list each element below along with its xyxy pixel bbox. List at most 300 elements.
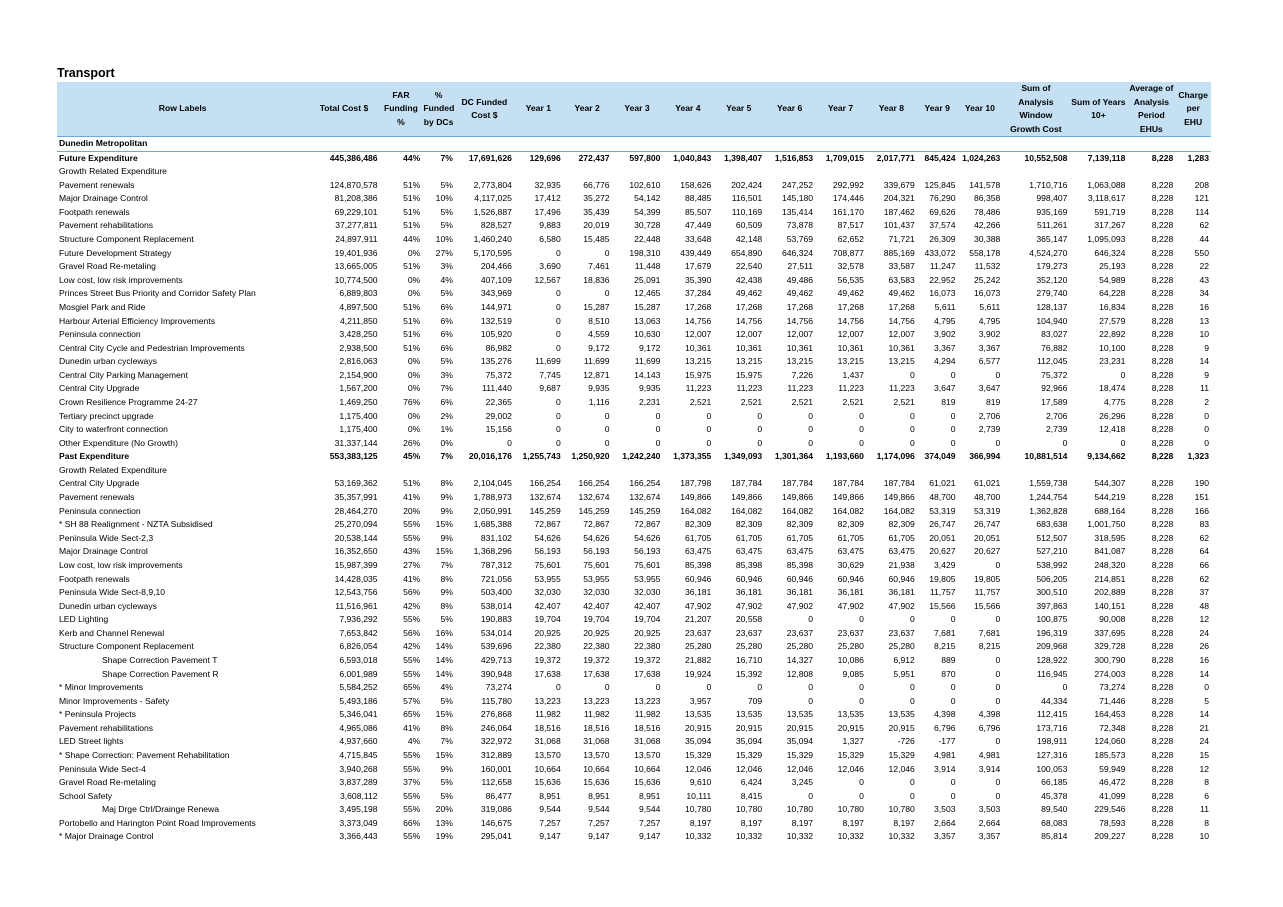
table-cell: 145,259 bbox=[629, 505, 661, 516]
group-row bbox=[57, 137, 1211, 152]
table-cell: 15,636 bbox=[534, 777, 561, 788]
table-cell: 20,915 bbox=[786, 722, 814, 733]
table-cell: 12,465 bbox=[634, 288, 661, 299]
table-cell bbox=[380, 165, 423, 179]
table-cell: 56,535 bbox=[837, 274, 864, 285]
table-cell: 60,946 bbox=[888, 573, 915, 584]
table-cell bbox=[612, 165, 663, 179]
table-cell: 7,226 bbox=[791, 369, 814, 380]
table-cell: 25,193 bbox=[1099, 261, 1126, 272]
table-cell: 8% bbox=[440, 478, 453, 489]
table-cell: 22,380 bbox=[634, 641, 661, 652]
table-cell: 42,407 bbox=[634, 600, 661, 611]
table-cell: 8 bbox=[1204, 817, 1209, 828]
table-cell: 26 bbox=[1199, 641, 1209, 652]
table-cell: 3,367 bbox=[934, 342, 956, 353]
table-cell: 54,626 bbox=[583, 532, 610, 543]
table-cell: 0 bbox=[808, 410, 814, 421]
table-cell: 0 bbox=[950, 682, 956, 693]
table-cell: 66 bbox=[1199, 559, 1209, 570]
table-cell: 0 bbox=[995, 790, 1001, 801]
table-cell: 11,982 bbox=[634, 709, 661, 720]
table-cell: 317,267 bbox=[1094, 220, 1126, 231]
table-cell: 0 bbox=[995, 695, 1001, 706]
row-label: Structure Component Replacement bbox=[59, 234, 194, 245]
table-cell: 140,151 bbox=[1094, 600, 1126, 611]
table-cell: 9,172 bbox=[588, 342, 610, 353]
table-cell: 164,082 bbox=[883, 505, 915, 516]
table-cell: 132,674 bbox=[629, 492, 661, 503]
table-cell: 9% bbox=[440, 492, 453, 503]
table-cell: 8,228 bbox=[1151, 777, 1174, 788]
table-cell: 1,040,843 bbox=[673, 152, 712, 163]
table-cell: 36,181 bbox=[888, 587, 915, 598]
table-cell: 51% bbox=[403, 193, 421, 204]
table-cell: 1,349,093 bbox=[723, 451, 763, 462]
table-cell: 0 bbox=[910, 437, 915, 448]
table-cell: 8,215 bbox=[978, 641, 1001, 652]
table-cell: 128,137 bbox=[1036, 301, 1068, 312]
table-cell: 11,532 bbox=[974, 261, 1001, 272]
table-cell: 4% bbox=[440, 274, 453, 285]
table-cell: 3,914 bbox=[978, 763, 1001, 774]
table-row bbox=[57, 586, 1211, 600]
table-cell: 82,309 bbox=[786, 519, 814, 530]
table-row bbox=[57, 776, 1211, 790]
table-cell: 47,902 bbox=[888, 600, 915, 611]
table-cell: 23,231 bbox=[1099, 356, 1126, 367]
table-cell: 11 bbox=[1200, 804, 1209, 815]
table-cell: 44,334 bbox=[1041, 695, 1068, 706]
row-label: Gravel Road Re-metaling bbox=[59, 261, 156, 272]
table-cell: 343,969 bbox=[480, 288, 512, 299]
table-cell: 45,378 bbox=[1041, 790, 1068, 801]
table-cell: 0 bbox=[604, 247, 610, 258]
table-cell: 9,935 bbox=[638, 383, 661, 394]
table-cell: 32,030 bbox=[634, 587, 661, 598]
table-cell: 14,756 bbox=[786, 315, 814, 326]
row-label: Footpath renewals bbox=[59, 573, 130, 584]
table-row bbox=[57, 668, 1211, 682]
table-cell: 11,223 bbox=[787, 383, 814, 394]
table-cell: 683,638 bbox=[1036, 519, 1068, 530]
table-cell: 229,546 bbox=[1094, 804, 1126, 815]
table-row bbox=[57, 613, 1211, 627]
table-cell: 65% bbox=[403, 709, 421, 720]
table-cell: 164,082 bbox=[782, 505, 814, 516]
table-cell: 2 bbox=[1204, 396, 1209, 407]
table-cell: 10 bbox=[1199, 831, 1209, 842]
table-cell: 23,637 bbox=[888, 627, 915, 638]
table-cell: 4,795 bbox=[978, 315, 1001, 326]
table-cell: 15% bbox=[435, 546, 453, 557]
table-cell: 11,448 bbox=[634, 261, 661, 272]
table-row bbox=[57, 247, 1211, 261]
table-cell: 82,309 bbox=[735, 519, 763, 530]
table-cell: 5% bbox=[440, 220, 453, 231]
table-cell: 709 bbox=[747, 695, 763, 706]
table-cell: 6,001,989 bbox=[339, 668, 378, 679]
table-cell: 48,700 bbox=[929, 492, 956, 503]
table-cell: 13,535 bbox=[685, 709, 712, 720]
table-cell: 550 bbox=[1194, 247, 1209, 258]
table-cell: 25,280 bbox=[888, 641, 915, 652]
table-cell: 42,148 bbox=[735, 234, 763, 245]
table-cell: 6,424 bbox=[740, 777, 763, 788]
table-cell: 13,535 bbox=[735, 709, 763, 720]
table-cell: 12,007 bbox=[786, 329, 814, 340]
table-cell: 0 bbox=[808, 424, 814, 435]
column-header: Year 9 bbox=[917, 82, 958, 137]
table-cell: 132,519 bbox=[480, 315, 512, 326]
table-cell: 12,007 bbox=[735, 329, 763, 340]
table-cell: 19,704 bbox=[534, 614, 561, 625]
table-cell: 7% bbox=[440, 451, 453, 462]
table-cell: 1,283 bbox=[1187, 152, 1209, 163]
table-cell: 135,276 bbox=[480, 356, 512, 367]
table-cell: 2,816,063 bbox=[339, 356, 378, 367]
table-cell: 15,636 bbox=[634, 777, 661, 788]
table-cell: 0 bbox=[808, 695, 814, 706]
table-cell: 10,780 bbox=[888, 804, 915, 815]
table-cell: 51% bbox=[403, 179, 421, 190]
table-cell: 6% bbox=[440, 342, 453, 353]
table-cell: 6 bbox=[1204, 790, 1209, 801]
table-cell: 433,072 bbox=[924, 247, 956, 258]
table-cell: 124,060 bbox=[1094, 736, 1126, 747]
table-row bbox=[57, 681, 1211, 695]
table-cell: 1,116 bbox=[588, 396, 610, 407]
table-cell: 11,699 bbox=[583, 356, 610, 367]
table-cell: 8,228 bbox=[1151, 763, 1174, 774]
row-label: Dunedin urban cycleways bbox=[59, 356, 157, 367]
table-cell: 8,228 bbox=[1151, 342, 1174, 353]
table-cell bbox=[563, 165, 612, 179]
table-cell: 13,570 bbox=[583, 750, 610, 761]
table-cell: 0 bbox=[995, 654, 1001, 665]
table-cell: 46,472 bbox=[1099, 777, 1126, 788]
table-cell: 22,448 bbox=[634, 234, 661, 245]
column-header: Year 5 bbox=[713, 82, 764, 137]
table-cell: 9% bbox=[440, 505, 453, 516]
table-cell: 397,863 bbox=[1036, 600, 1068, 611]
table-cell: 506,205 bbox=[1036, 573, 1068, 584]
table-row bbox=[57, 491, 1211, 505]
table-cell: 23,637 bbox=[837, 627, 864, 638]
table-cell: 322,972 bbox=[480, 736, 512, 747]
table-row bbox=[57, 192, 1211, 206]
table-cell: 17,589 bbox=[1041, 396, 1068, 407]
table-cell: 7,681 bbox=[978, 627, 1001, 638]
table-cell: 13 bbox=[1199, 315, 1209, 326]
table-cell: 17,638 bbox=[634, 668, 661, 679]
table-cell: 4,937,660 bbox=[339, 736, 378, 747]
table-cell: 19,924 bbox=[685, 668, 712, 679]
table-cell: 0 bbox=[808, 790, 814, 801]
table-cell: 0 bbox=[1120, 369, 1126, 380]
table-cell: 4,398 bbox=[978, 709, 1001, 720]
table-cell bbox=[713, 165, 764, 179]
table-cell: 56% bbox=[403, 627, 421, 638]
table-row bbox=[57, 830, 1211, 844]
table-cell: 41% bbox=[403, 573, 421, 584]
table-cell: 352,120 bbox=[1036, 274, 1068, 285]
table-cell: 4,294 bbox=[934, 356, 956, 367]
table-cell: 7% bbox=[440, 152, 453, 163]
table-cell: 27% bbox=[435, 247, 453, 258]
table-cell: 62 bbox=[1199, 532, 1209, 543]
table-cell: 49,462 bbox=[837, 288, 864, 299]
row-label: Shape Correction Pavement T bbox=[102, 654, 218, 665]
table-cell: 0 bbox=[910, 614, 915, 625]
table-cell: 9 bbox=[1204, 369, 1209, 380]
table-cell: 18,516 bbox=[634, 722, 661, 733]
table-cell: 100,875 bbox=[1036, 614, 1068, 625]
table-cell: 1,460,240 bbox=[473, 234, 512, 245]
table-cell: 208 bbox=[1194, 179, 1209, 190]
table-cell: 10,664 bbox=[634, 763, 661, 774]
table-cell: 8,228 bbox=[1151, 722, 1174, 733]
table-cell: 8,197 bbox=[893, 817, 915, 828]
table-cell: 10,332 bbox=[685, 831, 712, 842]
table-cell: 4,795 bbox=[934, 315, 956, 326]
table-cell: 272,437 bbox=[578, 152, 610, 163]
table-cell: 6,889,803 bbox=[339, 288, 378, 299]
table-row bbox=[57, 532, 1211, 546]
pivot-table bbox=[57, 82, 1211, 844]
table-cell: 0 bbox=[995, 437, 1001, 448]
table-cell: 160,001 bbox=[480, 763, 512, 774]
table-cell: 17,268 bbox=[888, 301, 915, 312]
group-row bbox=[57, 450, 1211, 464]
table-cell: 0 bbox=[910, 410, 915, 421]
table-cell: 54,399 bbox=[634, 206, 661, 217]
row-label: Footpath renewals bbox=[59, 206, 130, 217]
table-cell: 82,309 bbox=[837, 519, 864, 530]
table-cell: 831,102 bbox=[480, 532, 512, 543]
table-cell: 0 bbox=[757, 682, 763, 693]
table-cell: 48 bbox=[1199, 600, 1209, 611]
table-cell: 10,664 bbox=[583, 763, 610, 774]
table-cell: 129,696 bbox=[529, 152, 561, 163]
table-cell: 9,147 bbox=[588, 831, 610, 842]
table-cell: 15,329 bbox=[837, 750, 864, 761]
table-cell: 0 bbox=[859, 614, 864, 625]
table-cell: 10,361 bbox=[735, 342, 763, 353]
table-cell: 3,608,112 bbox=[339, 790, 378, 801]
table-cell: 544,307 bbox=[1094, 478, 1126, 489]
table-cell: 0 bbox=[706, 682, 712, 693]
table-cell: 1,250,920 bbox=[571, 451, 610, 462]
table-cell: 8,228 bbox=[1151, 451, 1174, 462]
table-cell: 5% bbox=[440, 179, 453, 190]
table-cell: 75,372 bbox=[485, 369, 512, 380]
table-cell: 37% bbox=[403, 777, 421, 788]
table-cell: 300,790 bbox=[1094, 654, 1126, 665]
column-header: DC Funded Cost $ bbox=[455, 82, 514, 137]
table-cell: 1,242,240 bbox=[622, 451, 661, 462]
table-cell: 69,626 bbox=[929, 206, 956, 217]
row-label: Peninsula connection bbox=[59, 505, 141, 516]
table-cell: 185,573 bbox=[1094, 750, 1126, 761]
table-cell: 62 bbox=[1199, 573, 1209, 584]
table-cell: 14 bbox=[1199, 356, 1209, 367]
table-cell: 32,578 bbox=[837, 261, 864, 272]
table-cell: 527,210 bbox=[1036, 546, 1068, 557]
table-cell: 24 bbox=[1199, 736, 1209, 747]
table-cell: 2,050,991 bbox=[473, 505, 512, 516]
table-cell: 53,319 bbox=[929, 505, 956, 516]
table-cell: 76,882 bbox=[1041, 342, 1068, 353]
table-cell: 276,868 bbox=[480, 709, 512, 720]
table-cell: 55% bbox=[403, 750, 421, 761]
table-cell: 4,981 bbox=[978, 750, 1001, 761]
table-row bbox=[57, 518, 1211, 532]
table-row bbox=[57, 410, 1211, 424]
table-cell bbox=[514, 137, 563, 152]
table-cell: 512,507 bbox=[1036, 532, 1068, 543]
table-cell: 42,438 bbox=[735, 274, 763, 285]
table-cell: 198,911 bbox=[1037, 736, 1068, 747]
table-cell: 0 bbox=[555, 329, 561, 340]
table-cell: 22,540 bbox=[735, 261, 763, 272]
table-cell: 16,073 bbox=[974, 288, 1001, 299]
table-cell: 25,280 bbox=[786, 641, 814, 652]
table-cell: 166 bbox=[1194, 505, 1209, 516]
table-cell: 20,925 bbox=[634, 627, 661, 638]
table-cell: 30,388 bbox=[974, 234, 1001, 245]
table-cell: 44 bbox=[1199, 234, 1209, 245]
table-cell: 60,509 bbox=[735, 220, 763, 231]
table-cell: 1,373,355 bbox=[673, 451, 712, 462]
table-cell: 2,521 bbox=[740, 396, 763, 407]
row-label: Structure Component Replacement bbox=[59, 641, 194, 652]
table-cell: 29,002 bbox=[485, 410, 512, 421]
table-cell: 15% bbox=[435, 750, 453, 761]
table-cell: 5,611 bbox=[979, 301, 1001, 312]
table-cell: 10,361 bbox=[786, 342, 814, 353]
table-cell: 0 bbox=[995, 559, 1001, 570]
table-cell: 12 bbox=[1199, 763, 1209, 774]
table-cell: 0 bbox=[995, 614, 1001, 625]
table-cell: 31,068 bbox=[583, 736, 610, 747]
table-cell: 13,215 bbox=[735, 356, 763, 367]
table-cell: 89,540 bbox=[1041, 804, 1068, 815]
table-cell: 124,870,578 bbox=[329, 179, 378, 190]
table-cell: 128,922 bbox=[1036, 654, 1068, 665]
table-cell: 9,883 bbox=[539, 220, 561, 231]
table-row bbox=[57, 505, 1211, 519]
table-cell: 2,231 bbox=[638, 396, 661, 407]
table-cell: 0 bbox=[507, 437, 512, 448]
table-cell: 3,366,443 bbox=[339, 831, 378, 842]
table-cell bbox=[713, 137, 764, 152]
table-cell: 0 bbox=[604, 437, 610, 448]
table-cell: 8,228 bbox=[1151, 396, 1174, 407]
table-cell: 85,814 bbox=[1041, 831, 1068, 842]
table-cell: 8,197 bbox=[842, 817, 864, 828]
table-cell: 34 bbox=[1199, 288, 1209, 299]
table-cell: 8,228 bbox=[1151, 247, 1174, 258]
row-label: Shape Correction Pavement R bbox=[102, 668, 219, 679]
table-cell: 20,627 bbox=[929, 546, 956, 557]
table-cell: 1,709,015 bbox=[825, 152, 864, 163]
table-cell: 0 bbox=[1062, 437, 1068, 448]
table-cell: 55% bbox=[403, 519, 421, 530]
table-cell: 51% bbox=[403, 206, 421, 217]
table-cell: 22,892 bbox=[1099, 329, 1126, 340]
table-cell: 83 bbox=[1199, 519, 1209, 530]
table-cell: 51% bbox=[403, 315, 421, 326]
table-cell: 3,914 bbox=[934, 763, 956, 774]
row-label: Growth Related Expenditure bbox=[59, 464, 167, 475]
table-cell: 17,691,626 bbox=[468, 152, 512, 163]
table-cell: 14 bbox=[1199, 709, 1209, 720]
table-cell: 8,228 bbox=[1151, 804, 1174, 815]
table-cell bbox=[917, 464, 958, 478]
table-cell: 21 bbox=[1199, 722, 1209, 733]
table-cell: 73,274 bbox=[1099, 682, 1126, 693]
table-cell: 3,647 bbox=[934, 383, 956, 394]
table-cell: 15,975 bbox=[685, 369, 712, 380]
table-cell: 69,229,101 bbox=[334, 206, 378, 217]
table-cell: 2,521 bbox=[842, 396, 864, 407]
table-cell: 54,626 bbox=[534, 532, 561, 543]
table-cell: 47,902 bbox=[786, 600, 814, 611]
table-cell: 86,358 bbox=[974, 193, 1001, 204]
table-cell: 10% bbox=[435, 234, 453, 245]
row-label: Low cost, low risk improvements bbox=[59, 274, 183, 285]
table-cell: 149,866 bbox=[680, 492, 712, 503]
table-cell: 26,747 bbox=[929, 519, 956, 530]
table-cell: 300,510 bbox=[1036, 587, 1068, 598]
table-cell: 0 bbox=[655, 437, 661, 448]
table-cell: 42% bbox=[403, 641, 421, 652]
table-row bbox=[57, 695, 1211, 709]
table-cell: 18,516 bbox=[534, 722, 561, 733]
table-cell bbox=[815, 464, 866, 478]
table-cell: 33,587 bbox=[888, 261, 915, 272]
table-cell: 688,164 bbox=[1094, 505, 1126, 516]
table-cell: 0% bbox=[440, 437, 453, 448]
table-cell: 8,215 bbox=[934, 641, 956, 652]
table-cell: 0 bbox=[555, 410, 561, 421]
column-header: % Funded by DCs bbox=[422, 82, 455, 137]
table-cell: 42% bbox=[403, 600, 421, 611]
table-cell: 10,361 bbox=[685, 342, 712, 353]
table-cell: 13,063 bbox=[634, 315, 661, 326]
table-row bbox=[57, 355, 1211, 369]
table-cell: 8,197 bbox=[689, 817, 712, 828]
table-cell: 8,228 bbox=[1151, 559, 1174, 570]
table-cell: 8,228 bbox=[1151, 573, 1174, 584]
table-cell: 25,280 bbox=[837, 641, 864, 652]
table-cell: 71,446 bbox=[1099, 695, 1126, 706]
table-cell: 935,169 bbox=[1036, 206, 1068, 217]
table-row bbox=[57, 749, 1211, 763]
table-cell: 72,348 bbox=[1099, 722, 1126, 733]
table-cell: -726 bbox=[897, 736, 915, 747]
table-cell bbox=[1127, 464, 1175, 478]
table-cell: 85,398 bbox=[786, 559, 814, 570]
table-cell: 14,143 bbox=[634, 369, 661, 380]
table-cell: 558,178 bbox=[969, 247, 1001, 258]
table-cell: 35,439 bbox=[583, 206, 610, 217]
table-cell: 35,094 bbox=[786, 736, 814, 747]
table-cell: 0 bbox=[757, 410, 763, 421]
table-cell: 20% bbox=[435, 804, 453, 815]
table-cell: 337,695 bbox=[1094, 627, 1126, 638]
